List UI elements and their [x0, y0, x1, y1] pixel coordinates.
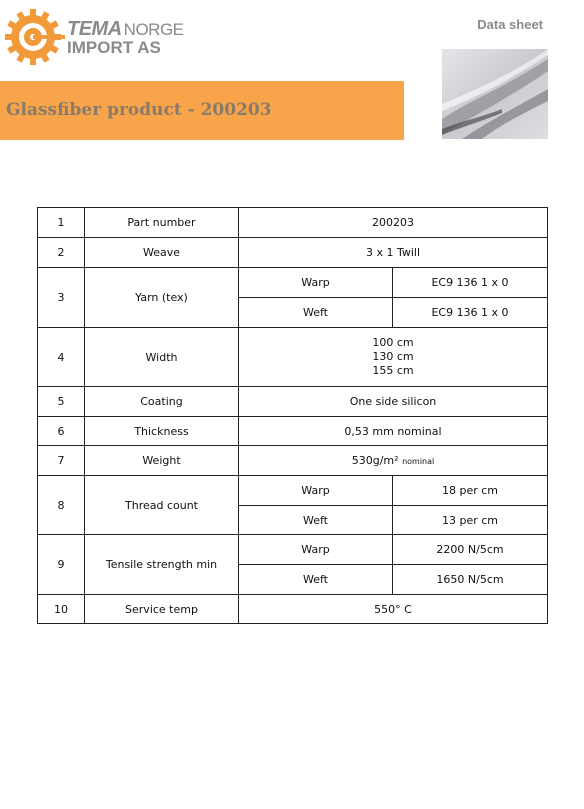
product-title: Glassfiber product - 200203: [6, 100, 272, 120]
weight-note: nominal: [402, 457, 435, 466]
row-label: Service temp: [85, 595, 239, 624]
row-value: 3 x 1 Twill: [239, 238, 548, 268]
row-number: 3: [38, 268, 85, 328]
document-type: Data sheet: [477, 17, 543, 32]
sub-label: Weft: [239, 565, 393, 595]
table-row: [38, 535, 548, 565]
row-value: [239, 446, 548, 476]
sub-value: 18 per cm: [393, 476, 548, 506]
fabric-photo: [442, 49, 548, 139]
row-label: Yarn (tex): [85, 268, 239, 328]
sub-value: EC9 136 1 x 0: [393, 268, 548, 298]
row-number: 2: [38, 238, 85, 268]
sub-label: Warp: [239, 535, 393, 565]
table-row: [38, 208, 548, 238]
row-value: 200203: [239, 208, 548, 238]
table-row: [38, 387, 548, 417]
sub-value: EC9 136 1 x 0: [393, 298, 548, 328]
width-value: 155 cm: [372, 364, 414, 377]
row-number: 6: [38, 417, 85, 446]
row-label: Part number: [85, 208, 239, 238]
row-label: Thickness: [85, 417, 239, 446]
row-label: Weight: [85, 446, 239, 476]
sub-value: 2200 N/5cm: [393, 535, 548, 565]
table-row: [38, 328, 548, 387]
sub-label: Weft: [239, 506, 393, 535]
row-number: 5: [38, 387, 85, 417]
row-label: Thread count: [85, 476, 239, 535]
row-number: 7: [38, 446, 85, 476]
sub-label: Weft: [239, 298, 393, 328]
row-number: 9: [38, 535, 85, 595]
table-row: [38, 238, 548, 268]
width-value: 100 cm: [372, 336, 414, 349]
row-number: 8: [38, 476, 85, 535]
table-row: [38, 595, 548, 624]
logo-brand: TEMA: [67, 18, 122, 40]
row-label: Coating: [85, 387, 239, 417]
row-label: Tensile strength min: [85, 535, 239, 595]
width-value: 130 cm: [372, 350, 414, 363]
sub-value: 1650 N/5cm: [393, 565, 548, 595]
logo-subtitle: IMPORT AS: [67, 38, 161, 57]
company-logo: [5, 8, 184, 66]
row-label: Width: [85, 328, 239, 387]
logo-suffix: NORGE: [123, 20, 184, 39]
table-row: [38, 446, 548, 476]
table-row: [38, 476, 548, 506]
spec-table: [37, 207, 548, 624]
sub-label: Warp: [239, 268, 393, 298]
row-number: 4: [38, 328, 85, 387]
row-value: 550° C: [239, 595, 548, 624]
row-value: [239, 328, 548, 387]
sub-label: Warp: [239, 476, 393, 506]
row-label: Weave: [85, 238, 239, 268]
row-value: 0,53 mm nominal: [239, 417, 548, 446]
weight-value: 530g/m²: [351, 454, 399, 467]
row-number: 10: [38, 595, 85, 624]
row-value: One side silicon: [239, 387, 548, 417]
row-number: 1: [38, 208, 85, 238]
table-row: [38, 268, 548, 298]
table-row: [38, 417, 548, 446]
sub-value: 13 per cm: [393, 506, 548, 535]
gear-logo-icon: [5, 8, 65, 66]
